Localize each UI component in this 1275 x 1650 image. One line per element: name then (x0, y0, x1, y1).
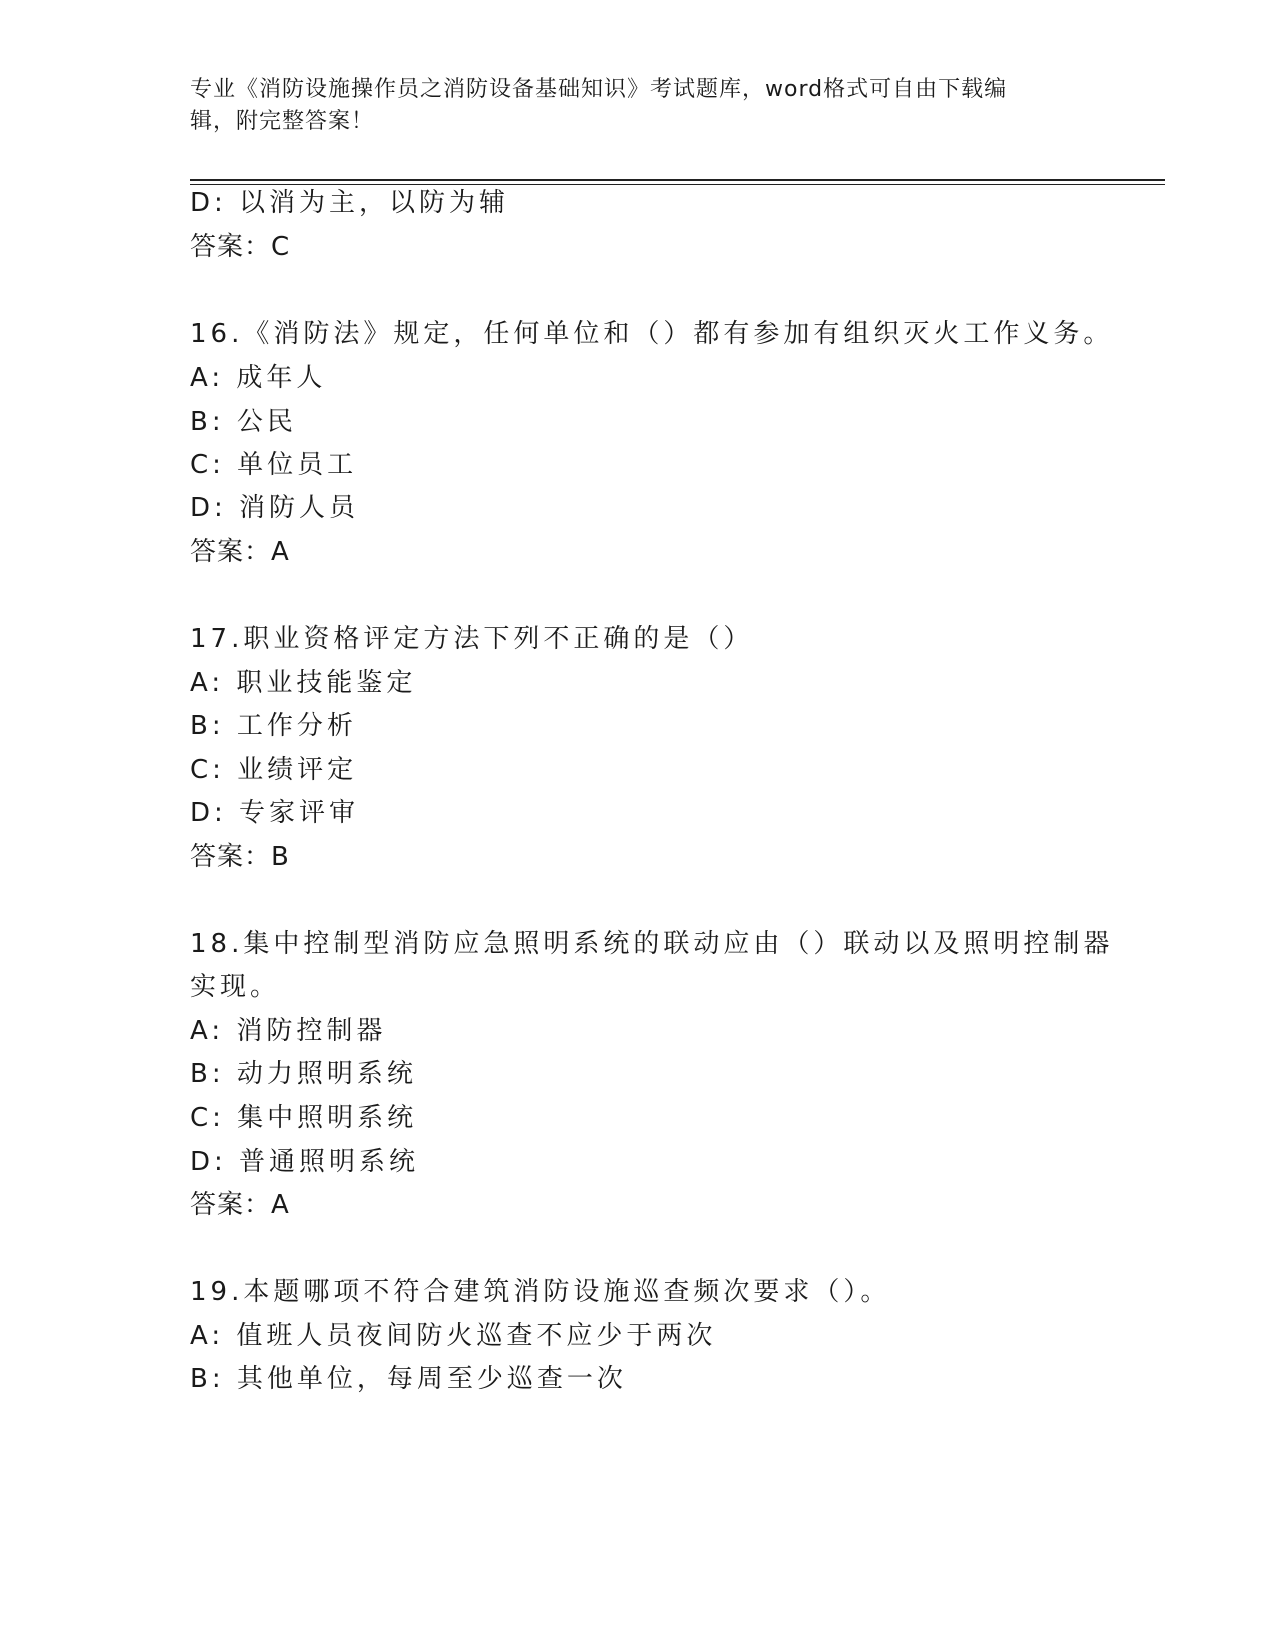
q18-question-line-2: 实现。 (190, 972, 281, 1002)
q17-question: 17.职业资格评定方法下列不正确的是（） (190, 624, 754, 654)
header-line-2: 辑，附完整答案！ (190, 109, 375, 134)
q15-option-d: D: 以消为主，以防为辅 (190, 188, 510, 218)
q16-option-b: B: 公民 (190, 407, 297, 437)
q16-option-d: D: 消防人员 (190, 493, 360, 523)
q19-question: 19.本题哪项不符合建筑消防设施巡查频次要求（）。 (190, 1277, 891, 1307)
q18-option-a: A: 消防控制器 (190, 1016, 387, 1046)
header-line-1: 专业《消防设施操作员之消防设备基础知识》考试题库，word格式可自由下载编 (190, 77, 1008, 102)
q19-option-b: B: 其他单位，每周至少巡查一次 (190, 1364, 627, 1394)
q16-question: 16.《消防法》规定，任何单位和（）都有参加有组织灭火工作义务。 (190, 319, 1114, 349)
q17-option-d: D: 专家评审 (190, 798, 360, 828)
q17-option-c: C: 业绩评定 (190, 755, 358, 785)
q18-answer: 答案：A (190, 1190, 290, 1220)
q15-answer: 答案：C (190, 232, 291, 262)
q18-option-d: D: 普通照明系统 (190, 1147, 420, 1177)
q17-option-a: A: 职业技能鉴定 (190, 668, 417, 698)
q16-option-a: A: 成年人 (190, 363, 327, 393)
q18-question-line-1: 18.集中控制型消防应急照明系统的联动应由（）联动以及照明控制器 (190, 929, 1114, 959)
q19-option-a: A: 值班人员夜间防火巡查不应少于两次 (190, 1321, 717, 1351)
q16-answer: 答案：A (190, 537, 290, 567)
q17-option-b: B: 工作分析 (190, 711, 357, 741)
q18-option-c: C: 集中照明系统 (190, 1103, 418, 1133)
header-divider-thin (190, 184, 1165, 185)
header-divider-thick (190, 179, 1165, 181)
q16-option-c: C: 单位员工 (190, 450, 358, 480)
q17-answer: 答案：B (190, 842, 290, 872)
q18-option-b: B: 动力照明系统 (190, 1059, 417, 1089)
document-header (190, 74, 1090, 138)
